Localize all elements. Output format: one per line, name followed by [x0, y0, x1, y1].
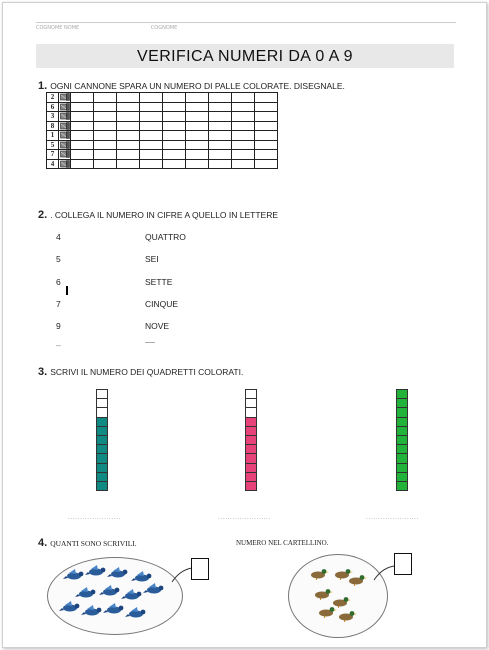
ball-cell[interactable] [117, 121, 140, 131]
ball-cell[interactable] [140, 150, 163, 160]
ball-cell[interactable] [163, 150, 186, 160]
blue-bird-icon [121, 589, 141, 600]
ball-cell[interactable] [232, 159, 255, 169]
ball-cell[interactable] [71, 131, 94, 141]
duck-icon [319, 607, 337, 618]
blue-bird-icon [143, 583, 163, 594]
cannon-number: 1 [47, 131, 59, 141]
block-tower-teal [96, 390, 108, 491]
ball-cell[interactable] [71, 159, 94, 169]
ball-cell[interactable] [94, 140, 117, 150]
ball-cell[interactable] [255, 159, 278, 169]
ball-cell[interactable] [186, 131, 209, 141]
ball-cell[interactable] [163, 140, 186, 150]
ball-cell[interactable] [140, 102, 163, 112]
header-line [36, 22, 456, 23]
ball-cell[interactable] [209, 93, 232, 103]
match-number[interactable]: 9 [56, 321, 61, 331]
colored-square [245, 481, 257, 491]
match-word[interactable]: ----- [145, 340, 155, 346]
ball-cell[interactable] [209, 140, 232, 150]
blue-bird-icon [107, 567, 127, 578]
ball-cell[interactable] [117, 93, 140, 103]
colored-square [396, 481, 408, 491]
grid-row [47, 93, 278, 103]
question-4-number: 4. [38, 537, 48, 549]
cannon-cell [59, 102, 71, 112]
ball-cell[interactable] [117, 140, 140, 150]
answer-box-birds[interactable] [191, 558, 209, 580]
ball-cell[interactable] [209, 112, 232, 122]
ball-cell[interactable] [232, 131, 255, 141]
match-number[interactable]: 7 [56, 299, 61, 309]
ball-cell[interactable] [255, 121, 278, 131]
ball-cell[interactable] [94, 112, 117, 122]
cannon-cell [59, 140, 71, 150]
ball-cell[interactable] [117, 150, 140, 160]
match-word[interactable]: QUATTRO [145, 232, 186, 242]
blue-bird-icon [59, 601, 79, 612]
cannon-number: 3 [47, 112, 59, 122]
duck-icon [333, 597, 351, 608]
cannon-icon [60, 93, 70, 101]
match-word[interactable]: NOVE [145, 321, 170, 331]
cannon-number: 6 [47, 102, 59, 112]
ball-cell[interactable] [255, 131, 278, 141]
ball-cell[interactable] [140, 121, 163, 131]
ball-cell[interactable] [186, 121, 209, 131]
match-word[interactable]: SEI [145, 254, 159, 264]
grid-row [47, 112, 278, 122]
ball-cell[interactable] [71, 140, 94, 150]
blue-bird-icon [85, 565, 105, 576]
duck-icon [349, 575, 367, 586]
ball-cell[interactable] [94, 121, 117, 131]
question-1-number: 1. [38, 80, 48, 92]
blue-bird-icon [81, 605, 101, 616]
ball-cell[interactable] [186, 159, 209, 169]
ball-cell[interactable] [71, 102, 94, 112]
match-number[interactable]: – [56, 340, 61, 350]
ball-cell[interactable] [186, 112, 209, 122]
name-label: COGNOME NOME [36, 25, 80, 31]
duck-icon [339, 611, 357, 622]
grid-row [47, 102, 278, 112]
cannon-cell [59, 159, 71, 169]
ball-cell[interactable] [186, 102, 209, 112]
ball-cell[interactable] [255, 112, 278, 122]
ball-cell[interactable] [232, 121, 255, 131]
ball-cell[interactable] [71, 150, 94, 160]
question-3-text: SCRIVI IL NUMERO DEI QUADRETTI COLORATI. [50, 367, 244, 377]
ball-cell[interactable] [209, 131, 232, 141]
cannon-cell [59, 112, 71, 122]
ball-cell[interactable] [163, 112, 186, 122]
ball-cell[interactable] [117, 131, 140, 141]
answer-line[interactable]: ...................... [218, 514, 271, 521]
ball-cell[interactable] [94, 150, 117, 160]
cannon-icon [60, 131, 70, 139]
ball-cell[interactable] [255, 102, 278, 112]
match-word[interactable]: CINQUE [145, 299, 179, 309]
block-tower-green [396, 390, 408, 491]
ball-cell[interactable] [140, 112, 163, 122]
ball-cell[interactable] [71, 112, 94, 122]
page-title: VERIFICA NUMERI DA 0 A 9 [137, 48, 353, 65]
cannon-icon [60, 160, 70, 168]
ball-cell[interactable] [232, 150, 255, 160]
ball-cell[interactable] [255, 150, 278, 160]
ball-cell[interactable] [94, 131, 117, 141]
blue-bird-icon [48, 558, 182, 634]
ball-cell[interactable] [117, 102, 140, 112]
question-4-right-text: NUMERO NEL CARTELLINO. [236, 539, 329, 547]
ball-cell[interactable] [140, 159, 163, 169]
question-1-text: OGNI CANNONE SPARA UN NUMERO DI PALLE COLORATE. DISEGNALE. [50, 81, 345, 91]
question-2 [38, 209, 278, 221]
ball-cell[interactable] [209, 102, 232, 112]
left-ellipse [47, 557, 183, 635]
cannon-grid [46, 92, 278, 169]
question-3-number: 3. [38, 366, 48, 378]
ball-cell[interactable] [94, 93, 117, 103]
ball-cell[interactable] [163, 131, 186, 141]
ball-cell[interactable] [163, 93, 186, 103]
ball-cell[interactable] [209, 159, 232, 169]
blue-bird-icon [131, 571, 151, 582]
ball-cell[interactable] [140, 140, 163, 150]
ball-cell[interactable] [163, 121, 186, 131]
duck-icon [335, 569, 353, 580]
ball-cell[interactable] [163, 102, 186, 112]
block-tower-pink [245, 390, 257, 491]
ball-cell[interactable] [94, 159, 117, 169]
cannon-icon [60, 112, 70, 120]
ball-cell[interactable] [232, 112, 255, 122]
duck-icon [311, 569, 329, 580]
cannon-cell [59, 121, 71, 131]
header-names [36, 25, 247, 31]
cannon-icon [60, 103, 70, 111]
ball-cell[interactable] [140, 131, 163, 141]
question-4-text: QUANTI SONO SCRIVILI. [50, 539, 137, 548]
cannon-number: 7 [47, 150, 59, 160]
question-2-number: 2. [38, 209, 48, 221]
cannon-cell [59, 131, 71, 141]
cannon-number: 2 [47, 93, 59, 103]
ball-cell[interactable] [140, 93, 163, 103]
cannon-icon [60, 141, 70, 149]
ball-cell[interactable] [209, 150, 232, 160]
grid-row [47, 121, 278, 131]
text-cursor [66, 286, 68, 295]
question-4 [38, 537, 137, 549]
ball-cell[interactable] [255, 140, 278, 150]
ball-cell[interactable] [186, 140, 209, 150]
answer-line[interactable]: ...................... [68, 514, 121, 521]
cannon-number: 8 [47, 121, 59, 131]
surname-label: COGNOME [150, 25, 178, 31]
match-number[interactable]: 4 [56, 232, 61, 242]
grid-row [47, 159, 278, 169]
ball-cell[interactable] [209, 121, 232, 131]
match-number[interactable]: 5 [56, 254, 61, 264]
blue-bird-icon [99, 585, 119, 596]
cannon-number: 4 [47, 159, 59, 169]
answer-line[interactable]: ...................... [366, 514, 419, 521]
grid-row [47, 140, 278, 150]
ball-cell[interactable] [117, 112, 140, 122]
cannon-number: 5 [47, 140, 59, 150]
ball-cell[interactable] [255, 93, 278, 103]
question-3 [38, 366, 243, 378]
ball-cell[interactable] [117, 159, 140, 169]
duck-icon [315, 589, 333, 600]
match-word[interactable]: SETTE [145, 277, 173, 287]
blue-bird-icon [103, 603, 123, 614]
ball-cell[interactable] [232, 102, 255, 112]
ball-cell[interactable] [232, 93, 255, 103]
grid-row [47, 131, 278, 141]
ball-cell[interactable] [186, 150, 209, 160]
ball-cell[interactable] [94, 102, 117, 112]
ball-cell[interactable] [163, 159, 186, 169]
blue-bird-icon [63, 569, 83, 580]
answer-box-ducks[interactable] [394, 553, 412, 575]
blue-bird-icon [125, 607, 145, 618]
cannon-icon [60, 150, 70, 158]
ball-cell[interactable] [186, 93, 209, 103]
cannon-icon [60, 122, 70, 130]
grid-row [47, 150, 278, 160]
connector-line [372, 558, 396, 582]
question-1 [38, 80, 345, 92]
match-number[interactable]: 6 [56, 277, 61, 287]
cannon-cell [59, 93, 71, 103]
colored-square [96, 481, 108, 491]
cannon-cell [59, 150, 71, 160]
ball-cell[interactable] [232, 140, 255, 150]
blue-bird-icon [75, 587, 95, 598]
question-2-text: . COLLEGA IL NUMERO IN CIFRE A QUELLO IN LETTERE [50, 210, 279, 220]
ball-cell[interactable] [71, 93, 94, 103]
ball-cell[interactable] [71, 121, 94, 131]
